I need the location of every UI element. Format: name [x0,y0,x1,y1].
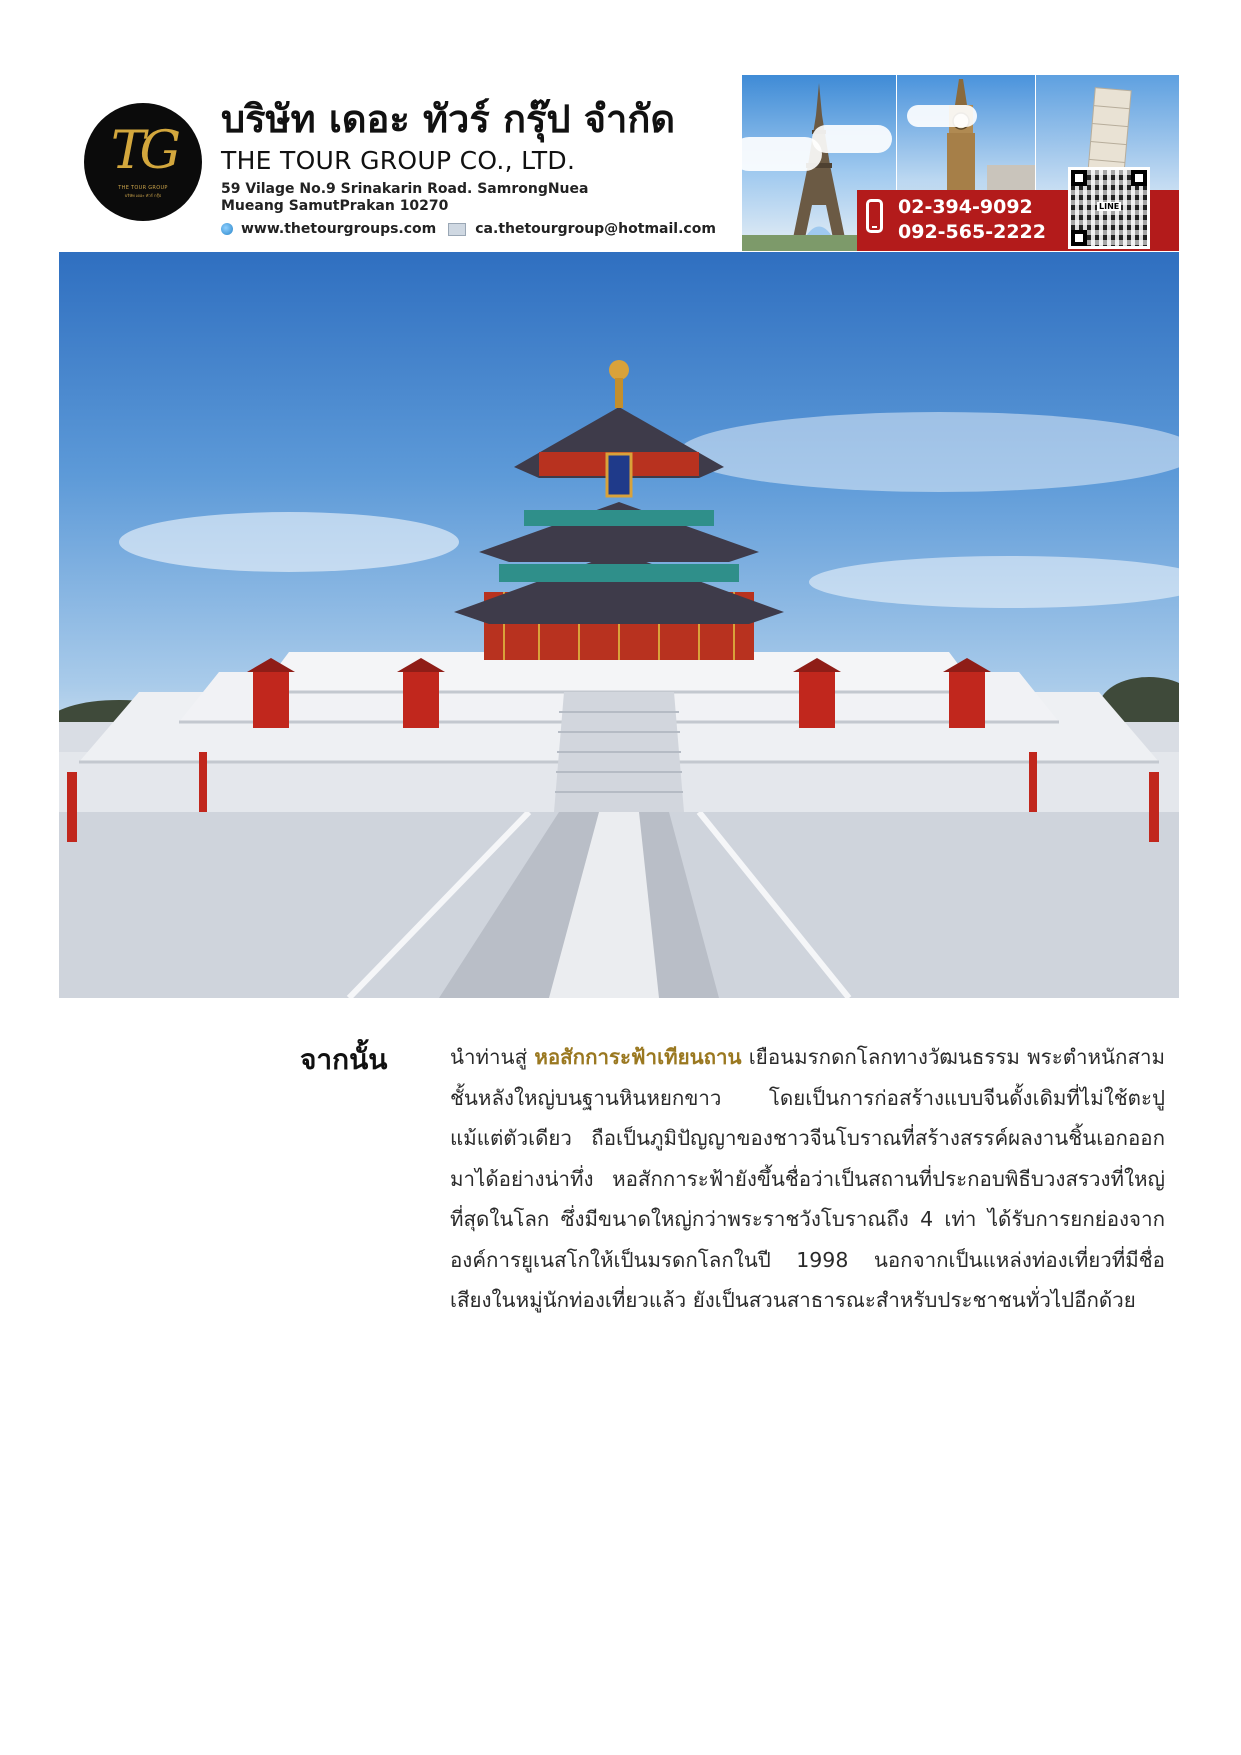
description-paragraph [450,1037,1165,1321]
website-link[interactable]: www.thetourgroups.com [241,221,437,237]
logo-subtitle: THE TOUR GROUP [118,185,168,191]
description-text: เยือนมรกดกโลกทางวัฒนธรรม พระตำหนักสามชั้นหลังใหญ่บนฐานหินหยกขาว โดยเป็นการก่อสร้างแบบจีนดั้งเดิมที่ไม่ใช้ตะปูแม้แต่ตัวเดียว ถือเป็นภูมิปัญญาของชาวจีนโบราณที่สร้างสรรค์ผลงานชิ้นเอกออกมาได้อย่างน่าทึ่ง หอสักการะฟ้ายังขึ้นชื่อว่าเป็นสถานที่ประกอบพิธีบวงสรวงที่ใหญ่ที่สุดในโลก ซึ่งมีขนาดใหญ่กว่าพระราชวังโบราณถึง 4 เท่า ได้รับการยกย่องจากองค์การยูเนสโกให้เป็นมรดกโลกในปี 1998 นอกจากเป็นแหล่งท่องเที่ยวที่มีชื่อเสียงในหมู่นักท่องเที่ยวแล้ว ยังเป็นสวนสาธารณะสำหรับประชาชนทั่วไปอีกด้วย [450,1045,1166,1312]
phone-number-2[interactable]: 092-565-2222 [898,221,1046,243]
intro-text: นำท่านสู่ [450,1045,535,1069]
section-label: จากนั้น [300,1043,388,1076]
qr-line-label: LINE [1099,202,1120,211]
company-name-thai: บริษัท เดอะ ทัวร์ กรุ๊ป จำกัด [221,97,676,141]
logo-subtitle-thai: บริษัท เดอะ ทัวร์ กรุ๊ป [124,193,162,198]
email-link[interactable]: ca.thetourgroup@hotmail.com [475,221,716,237]
temple-illustration [59,252,1179,998]
phone-number-1[interactable]: 02-394-9092 [898,196,1033,218]
attraction-name: หอสักการะฟ้าเทียนถาน [534,1045,742,1069]
logo-monogram: TG [110,121,176,181]
company-logo [84,103,202,221]
line-qr-code[interactable] [1068,167,1150,249]
company-name-english: THE TOUR GROUP CO., LTD. [221,146,576,175]
globe-icon [221,223,233,235]
address-line-2: Mueang SamutPrakan 10270 [221,198,449,214]
address-line-1: 59 Vilage No.9 Srinakarin Road. SamrongNuea [221,181,589,197]
landmark-banner [742,75,1179,251]
mobile-phone-icon [866,199,883,233]
temple-of-heaven-photo [59,252,1179,998]
contact-line [221,221,716,237]
mail-icon [448,223,466,236]
